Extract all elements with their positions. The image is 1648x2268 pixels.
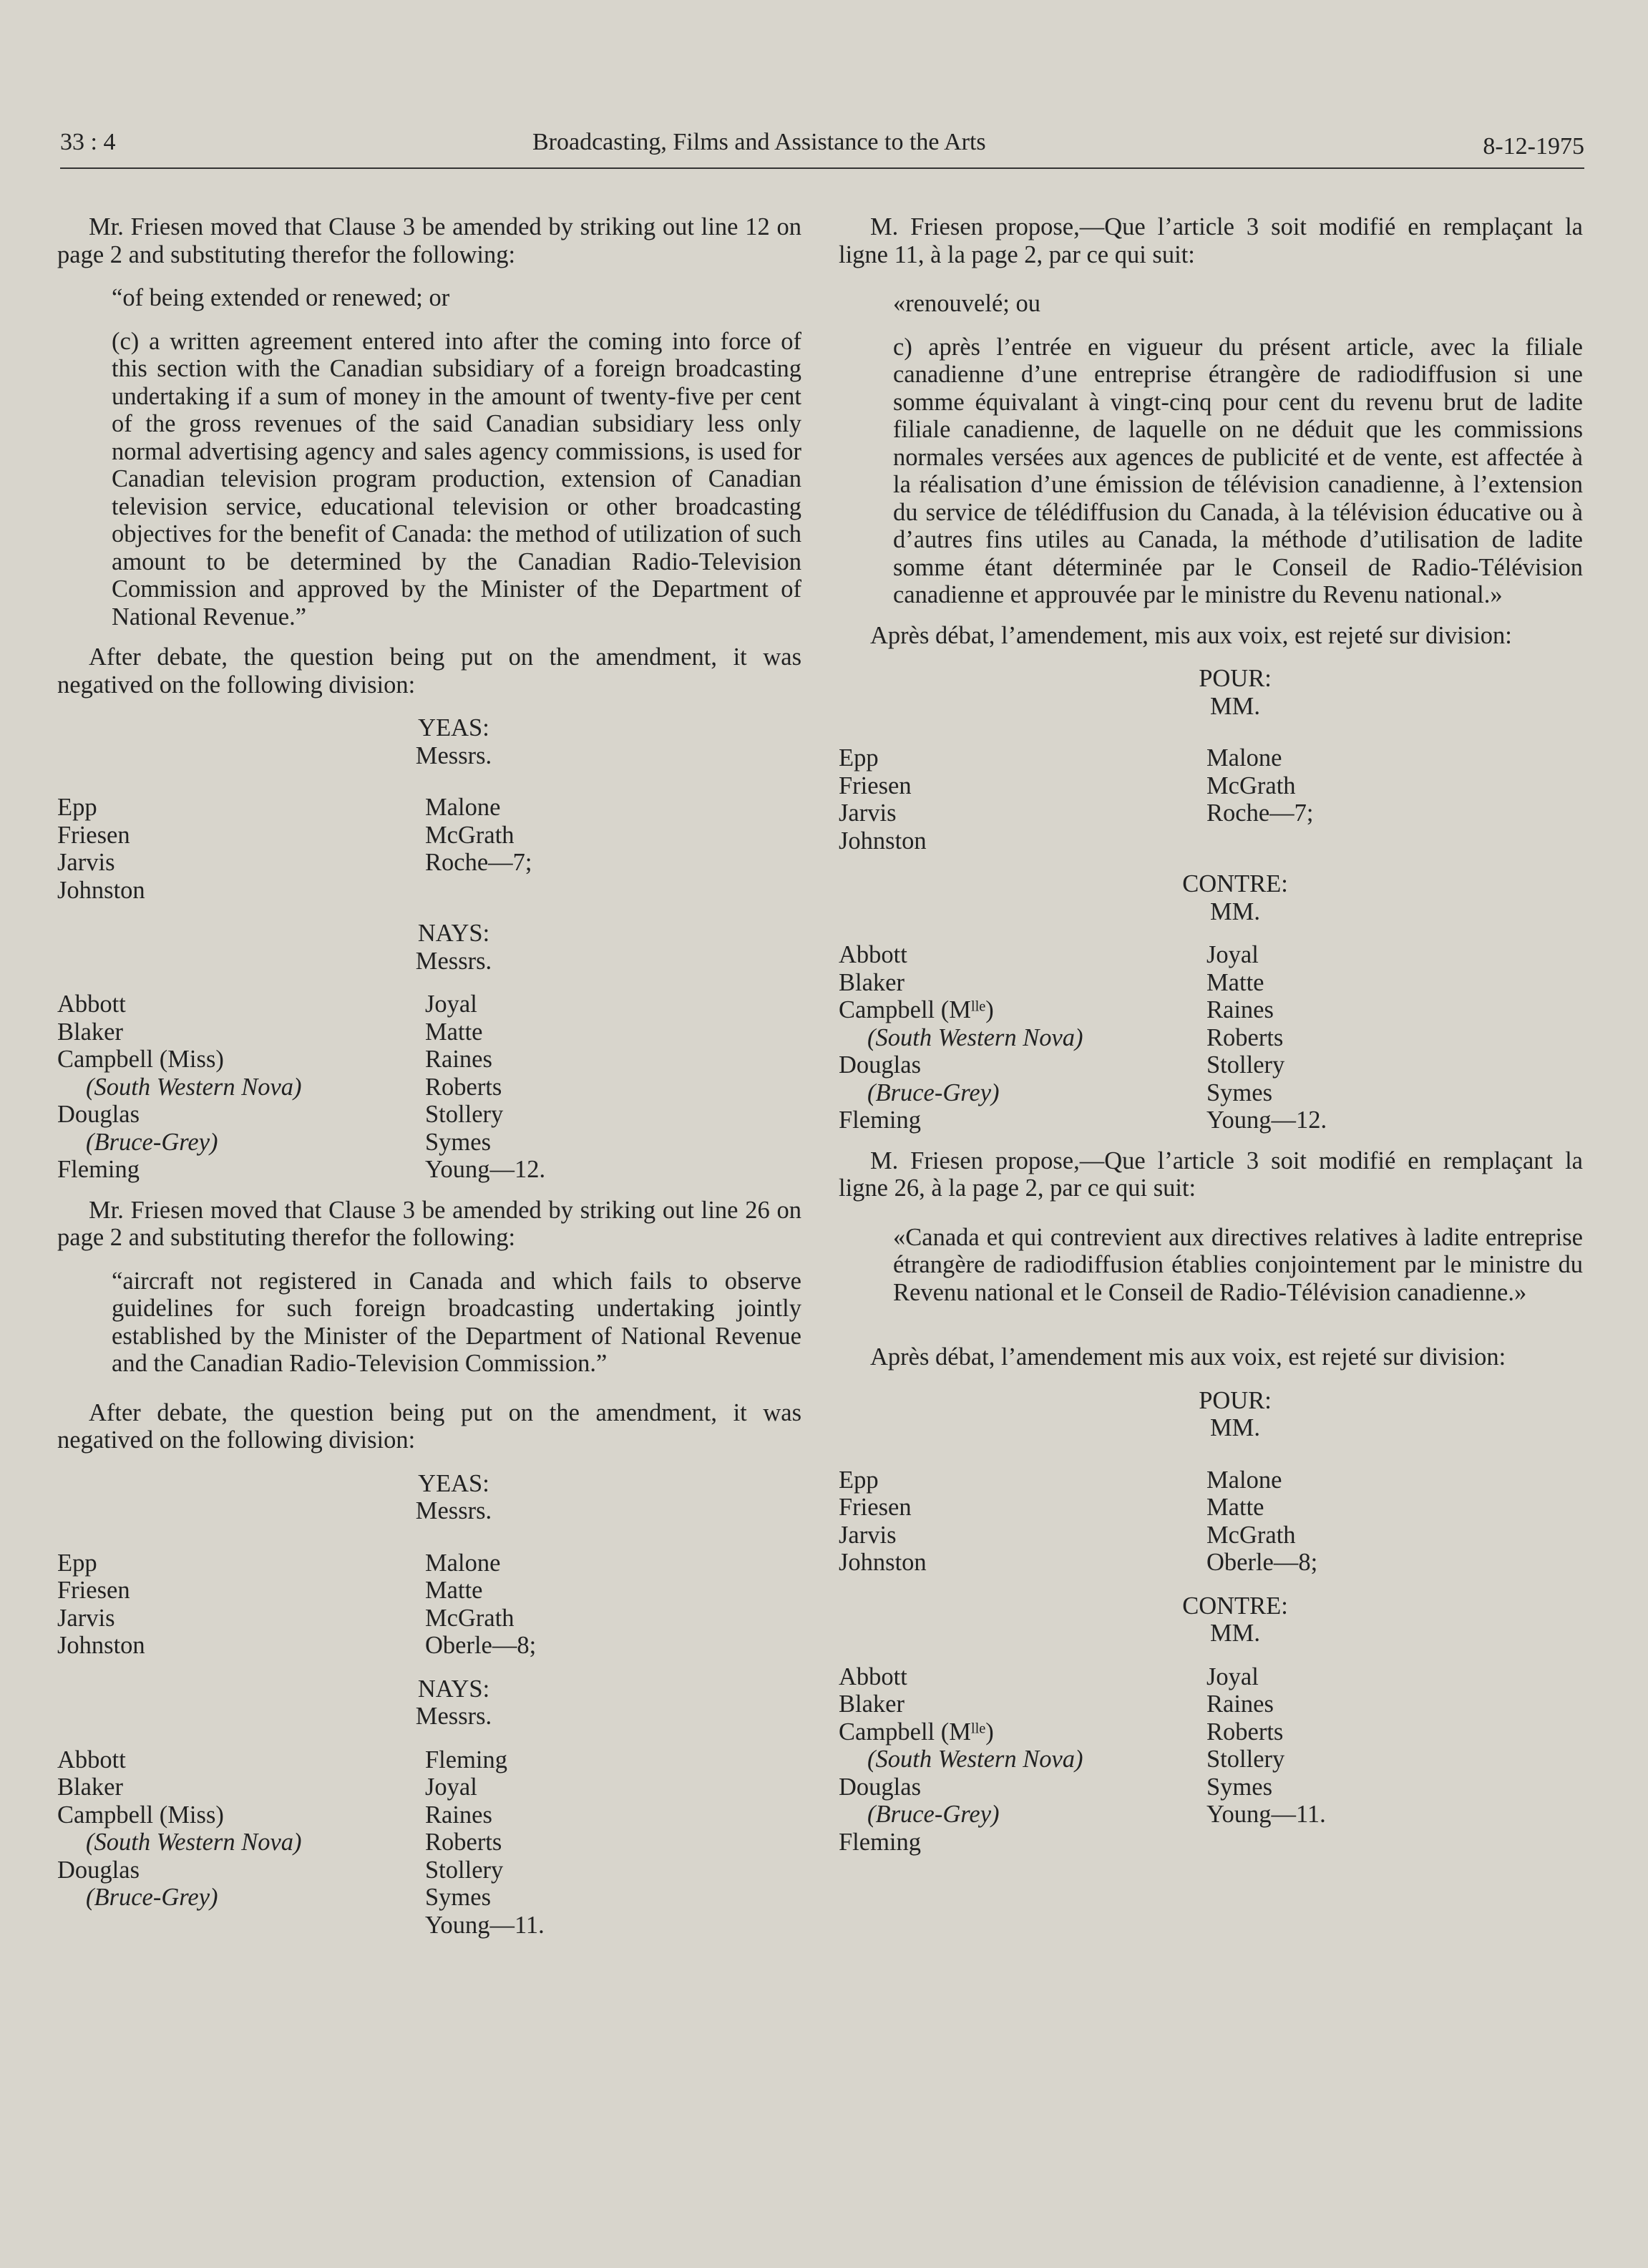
member-name: Campbell (Mˡˡᵉ): [839, 996, 994, 1023]
member-name: Symes: [425, 1128, 492, 1156]
names-left: [839, 1466, 1206, 1577]
member-name: Blaker: [839, 968, 905, 996]
quoted-amendment: «renouvelé; ou: [893, 290, 1040, 317]
names-left: [57, 1746, 425, 1940]
member-name: Jarvis: [839, 1521, 897, 1549]
page-date: 8-12-1975: [1483, 133, 1584, 160]
nays-honorific: Messrs.: [415, 1703, 492, 1730]
member-name: Abbott: [57, 991, 126, 1018]
nays-honorific: Messrs.: [415, 947, 492, 975]
division-paragraph: Après débat, l’amendement, mis aux voix, est rejeté sur division:: [870, 621, 1512, 649]
member-name: (South Western Nova): [86, 1829, 302, 1856]
member-name: Roche—7;: [1206, 799, 1314, 827]
motion-paragraph: Mr. Friesen moved that Clause 3 be amended by striking out line 26 on page 2 and substituting therefor the following:: [57, 1196, 801, 1251]
member-name: Campbell (Miss): [57, 1801, 224, 1829]
motion-paragraph: M. Friesen propose,—Que l’article 3 soit modifié en remplaçant la ligne 26, à la page 2, par ce qui suit:: [839, 1147, 1583, 1202]
quoted-amendment: “aircraft not registered in Canada and which fails to observe guidelines for such foreign broadcasting undertaking jointly established by the Minister of the Department of National Revenue and the Canadian Radio-Television Commission.”: [112, 1267, 801, 1377]
member-name: Symes: [1206, 1079, 1273, 1106]
member-name: Malone: [1206, 744, 1282, 772]
member-name: Joyal: [425, 991, 477, 1018]
member-name: Fleming: [839, 1106, 922, 1134]
member-name: Douglas: [57, 1856, 140, 1884]
member-name: Malone: [425, 794, 501, 821]
yeas-heading: [992, 1387, 1421, 1442]
member-name: Raines: [425, 1801, 492, 1829]
nays-label: CONTRE:: [1182, 1592, 1288, 1620]
yeas-names: [839, 744, 1583, 855]
member-name: Stollery: [1206, 1746, 1285, 1773]
member-name: (Bruce-Grey): [867, 1079, 1000, 1106]
names-right: [1206, 1663, 1564, 1856]
member-name: Epp: [57, 1549, 97, 1577]
member-name: Roche—7;: [425, 849, 532, 876]
nays-honorific: MM.: [1210, 897, 1260, 925]
division-vote: [839, 665, 1583, 1134]
member-name: Johnston: [57, 876, 145, 904]
member-name: Johnston: [839, 827, 927, 855]
names-left: [57, 794, 425, 904]
member-name: Young—11.: [425, 1911, 545, 1939]
member-name: Friesen: [57, 1577, 130, 1604]
member-name: Roberts: [425, 1829, 502, 1856]
page-number: 33 : 4: [60, 129, 116, 155]
yeas-names: [57, 1549, 801, 1660]
division-paragraph: After debate, the question being put on the amendment, it was negatived on the following division:: [57, 1398, 801, 1454]
member-name: Matte: [425, 1018, 483, 1046]
division-paragraph: Après débat, l’amendement mis aux voix, est rejeté sur division:: [870, 1343, 1506, 1371]
nays-heading: [992, 1592, 1421, 1648]
member-name: Epp: [839, 744, 879, 772]
names-right: [425, 991, 783, 1184]
member-name: (South Western Nova): [86, 1073, 302, 1101]
quoted-amendment: (c) a written agreement entered into after the coming into force of this section with the Canadian subsidiary of a foreign broadcasting undertaking if a sum of money in the amount of twenty-five per cent of the gross revenues of the said Canadian subsidiary less only normal advertising agency and sales agency commissions, is used for Canadian television program production, extension of Canadian television service, educational television or other broadcasting objectives for the benefit of Canada: the method of utilization of such amount to be determined by the Canadian Radio-Television Commission and approved by the Minister of the Department of National Revenue.”: [112, 327, 801, 631]
member-name: Matte: [1206, 968, 1264, 996]
nays-honorific: MM.: [1210, 1620, 1260, 1647]
member-name: McGrath: [1206, 772, 1296, 799]
member-name: Douglas: [839, 1773, 921, 1801]
member-name: Raines: [425, 1046, 492, 1073]
member-name: Abbott: [839, 1663, 907, 1690]
page-header: [60, 129, 1584, 172]
header-rule: [60, 167, 1584, 169]
member-name: Blaker: [839, 1690, 905, 1718]
division-vote: [839, 1387, 1583, 1856]
nays-names: [839, 941, 1583, 1134]
member-name: Matte: [1206, 1494, 1264, 1521]
member-name: Symes: [1206, 1773, 1273, 1801]
names-right: [425, 1746, 783, 1940]
yeas-heading: [210, 714, 640, 769]
division-vote: [57, 1470, 801, 1940]
member-name: Fleming: [839, 1828, 922, 1856]
yeas-heading: [992, 665, 1421, 720]
names-right: [1206, 744, 1564, 855]
member-name: Matte: [425, 1577, 483, 1604]
quoted-amendment: c) après l’entrée en vigueur du présent article, avec la filiale canadienne d’une entreprise étrangère de radiodiffusion si une somme équivalant à vingt-cinq pour cent du revenu brut de ladite filiale canadienne, de laquelle on ne déduit que les commissions normales versées aux agences de publicité et de vente, est affectée à la réalisation d’une émission de télévision canadienne, à l’extension du service de télédiffusion du Canada, à la télévision éducative ou à d’autres fins utiles au Canada, la méthode d’utilisation de ladite somme étant déterminée par le Conseil de Radio-Télévision canadienne et approuvée par le ministre du Revenu national.»: [893, 333, 1583, 608]
member-name: Friesen: [839, 772, 912, 799]
member-name: Malone: [425, 1549, 501, 1577]
member-name: Oberle—8;: [1206, 1549, 1318, 1576]
member-name: (South Western Nova): [867, 1023, 1083, 1051]
nays-heading: [210, 1675, 640, 1731]
member-name: (Bruce-Grey): [86, 1128, 218, 1156]
yeas-label: POUR:: [1199, 665, 1272, 692]
member-name: Raines: [1206, 996, 1274, 1023]
nays-names: [839, 1663, 1583, 1856]
member-name: Jarvis: [839, 799, 897, 827]
member-name: McGrath: [425, 1604, 515, 1632]
member-name: Friesen: [839, 1494, 912, 1521]
member-name: (Bruce-Grey): [86, 1884, 218, 1911]
yeas-label: YEAS:: [418, 1469, 489, 1497]
names-left: [839, 941, 1206, 1134]
names-left: [57, 1549, 425, 1660]
yeas-names: [57, 794, 801, 904]
member-name: Johnston: [57, 1632, 145, 1659]
names-left: [839, 744, 1206, 855]
member-name: Campbell (Miss): [57, 1046, 224, 1073]
nays-names: [57, 1746, 801, 1940]
member-name: Oberle—8;: [425, 1632, 537, 1659]
member-name: Abbott: [57, 1746, 126, 1773]
nays-heading: [992, 870, 1421, 925]
nays-heading: [210, 920, 640, 975]
member-name: Fleming: [57, 1156, 140, 1183]
nays-names: [57, 991, 801, 1184]
names-right: [1206, 1466, 1564, 1577]
quoted-amendment: «Canada et qui contrevient aux directives relatives à ladite entreprise étrangère de radiodiffusion établies conjointement par le ministre du Revenu national et le Conseil de Radio-Télévision canadienne.»: [893, 1223, 1583, 1306]
member-name: (Bruce-Grey): [867, 1801, 1000, 1828]
nays-label: NAYS:: [417, 920, 490, 947]
division-paragraph: After debate, the question being put on the amendment, it was negatived on the following division:: [57, 643, 801, 699]
member-name: Epp: [839, 1466, 879, 1494]
names-right: [425, 1549, 783, 1660]
french-column: [839, 213, 1583, 1856]
member-name: Jarvis: [57, 849, 115, 876]
names-right: [1206, 941, 1564, 1134]
member-name: McGrath: [1206, 1521, 1296, 1549]
member-name: Roberts: [425, 1073, 502, 1101]
member-name: Young—12.: [425, 1156, 546, 1183]
motion-paragraph: M. Friesen propose,—Que l’article 3 soit modifié en remplaçant la ligne 11, à la page 2, par ce qui suit:: [839, 213, 1583, 268]
member-name: Douglas: [839, 1051, 921, 1079]
member-name: Friesen: [57, 821, 130, 849]
member-name: Campbell (Mˡˡᵉ): [839, 1718, 994, 1746]
member-name: Joyal: [425, 1773, 477, 1801]
yeas-label: POUR:: [1199, 1386, 1272, 1414]
member-name: Blaker: [57, 1018, 123, 1046]
nays-label: CONTRE:: [1182, 870, 1288, 897]
yeas-honorific: MM.: [1210, 692, 1260, 720]
motion-paragraph: Mr. Friesen moved that Clause 3 be amended by striking out line 12 on page 2 and substituting therefor the following:: [57, 213, 801, 268]
member-name: (South Western Nova): [867, 1746, 1083, 1773]
member-name: Roberts: [1206, 1023, 1284, 1051]
names-left: [57, 991, 425, 1184]
member-name: Stollery: [425, 1101, 504, 1128]
member-name: Stollery: [1206, 1051, 1285, 1079]
member-name: Jarvis: [57, 1604, 115, 1632]
member-name: Raines: [1206, 1690, 1274, 1718]
running-title: Broadcasting, Films and Assistance to the Arts: [532, 129, 986, 155]
member-name: Epp: [57, 794, 97, 821]
names-left: [839, 1663, 1206, 1856]
yeas-label: YEAS:: [418, 714, 489, 741]
names-right: [425, 794, 783, 904]
member-name: Symes: [425, 1884, 492, 1911]
member-name: Abbott: [839, 941, 907, 968]
yeas-honorific: Messrs.: [415, 741, 492, 769]
division-vote: [57, 714, 801, 1184]
nays-label: NAYS:: [417, 1675, 490, 1703]
member-name: Stollery: [425, 1856, 504, 1884]
member-name: Blaker: [57, 1773, 123, 1801]
member-name: Malone: [1206, 1466, 1282, 1494]
member-name: Joyal: [1206, 941, 1259, 968]
member-name: Roberts: [1206, 1718, 1284, 1746]
member-name: Young—12.: [1206, 1106, 1327, 1134]
member-name: Douglas: [57, 1101, 140, 1128]
member-name: Young—11.: [1206, 1801, 1326, 1828]
member-name: Johnston: [839, 1549, 927, 1576]
yeas-honorific: Messrs.: [415, 1497, 492, 1524]
member-name: Joyal: [1206, 1663, 1259, 1690]
yeas-names: [839, 1466, 1583, 1577]
english-column: [57, 213, 801, 1939]
quoted-amendment: “of being extended or renewed; or: [112, 284, 450, 311]
yeas-honorific: MM.: [1210, 1414, 1260, 1441]
member-name: Fleming: [425, 1746, 508, 1773]
member-name: McGrath: [425, 821, 515, 849]
yeas-heading: [210, 1470, 640, 1525]
